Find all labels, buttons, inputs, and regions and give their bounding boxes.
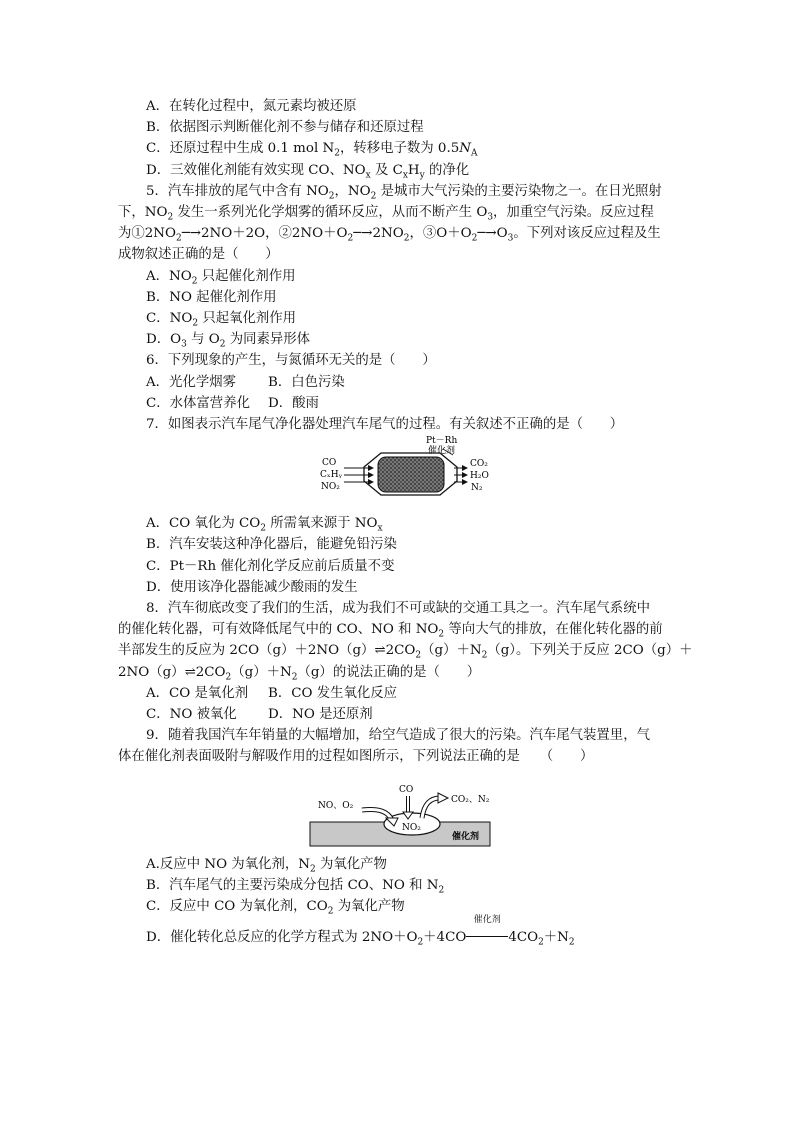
q9-stem-line-1: 9．随着我国汽车年销量的大幅增加，给空气造成了很大的污染。汽车尾气装置里，气 [146,728,650,744]
q7-option-a: A．CO 氧化为 $CO_2$ 所需氧来源于 $NO_x$ [146,516,383,534]
purifier-diagram [118,435,684,513]
q5-option-c: C．$NO_2$ 只起氧化剂作用 [146,311,297,329]
q6-option-c: C．水体富营养化 [146,395,250,411]
q7-figure-purifier [118,435,684,513]
catalyst-core [378,457,444,492]
q5-option-a: A．$NO_2$ 只起催化剂作用 [146,268,296,287]
q8-options-cd [118,704,684,725]
catalyst-label-2: 催化剂 [428,446,456,457]
q4-option-d: D．三效催化剂能有效实现 CO、$NO_x$ 及 $C_xH_y$ 的净化 [146,162,470,181]
output-co2-n2: CO₂、N₂ [451,794,490,805]
q8-option-a: A．CO 是氧化剂 [146,685,249,701]
q5-stem-line-3: 为$①2NO_2─\to 2NO+2O$，$②2NO+O_2─\to 2NO_2$，$③O+O_2─\to O_3$。下列对该反应过程及生 [118,226,661,244]
q6-option-b: B．白色污染 [268,374,345,390]
input-cxhy: CₓHᵧ [320,470,342,481]
q7-option-c: C．Pt－Rh 催化剂化学反应前后质量不变 [146,558,395,574]
q7-option-d: D．使用该净化器能减少酸雨的发生 [146,579,358,595]
q5-stem-line-4: 成物叙述正确的是（ ） [118,247,279,263]
q8-stem-line-1: 8．汽车彻底改变了我们的生活，成为我们不可或缺的交通工具之一。汽车尾气系统中 [146,601,650,617]
q9-option-d: D．催化转化总反应的化学方程式为 $2NO+O_2+4CO$ 催化剂 $4CO_2+N_2$ [146,915,575,948]
reaction-condition-arrow [466,915,508,948]
q9-option-c: C．反应中 CO 为氧化剂，$CO_2$ 为氧化产物 [146,899,405,917]
output-co2: CO₂ [470,459,488,470]
q4-option-a: A．在转化过程中，氮元素均被还原 [146,99,357,114]
q8-stem-line-3: 半部发生的反应为 $2CO(g)+2NO(g)\rightleftharpoons 2CO_2(g)+N_2(g)$。下列关于反应 2CO（g）＋ [118,643,693,662]
q5-option-d: D．$O_3$ 与 $O_2$ 为同素异形体 [146,332,311,350]
intermediate-no2: NO₂ [402,822,421,833]
q8-stem-line-2: 的催化转化器，可有效降低尾气中的 CO、NO 和 $NO_2$ 等向大气的排放，在催化转化器的前 [118,622,663,640]
q5-option-b: B．NO 起催化剂作用 [146,289,277,305]
q9-option-a: A.反应中 NO 为氧化剂，$N_2$ 为氧化产物 [146,856,387,875]
q9-option-b: B．汽车尾气的主要污染成分包括 CO、NO 和 $N_2$ [146,877,445,896]
input-co: CO [399,784,414,795]
question-page [118,96,693,949]
q4-option-c: C．还原过程中生成 0.1 mol $N_2$，转移电子数为 $0.5N_A$ [146,141,478,160]
q8-option-c: C．NO 被氧化 [146,707,237,723]
input-no-o2: NO、O₂ [318,800,354,811]
q8-option-b: B．CO 发生氧化反应 [268,685,398,701]
input-no2: NO₂ [321,482,340,493]
input-co: CO [322,458,337,469]
adsorption-diagram [118,768,684,854]
q6-option-a: A．光化学烟雾 [146,374,237,390]
q7-option-b: B．汽车安装这种净化器后，能避免铅污染 [146,537,397,553]
output-h2o: H₂O [470,471,489,482]
q9-stem-line-2: 体在催化剂表面吸附与解吸作用的过程如图所示，下列说法正确的是 （ ） [118,749,594,765]
q8-stem-line-4: $2NO(g)\rightleftharpoons 2CO_2(g)+N_2(g)$的说法正确的是（ ） [118,664,481,683]
q5-stem-line-2: 下，$NO_2$ 发生一系列光化学烟雾的循环反应，从而不断产生 $O_3$，加重空气污染。反应过程 [118,205,654,223]
q8-options-ab [118,683,684,704]
q6-option-d: D．酸雨 [268,395,319,411]
q6-options-ab [118,372,684,393]
q5-stem-line-1: 5．汽车排放的尾气中含有 $NO_2$，$NO_2$ 是城市大气污染的主要污染物之一。在日光照射 [146,183,662,202]
q7-stem: 7．如图表示汽车尾气净化器处理汽车尾气的过程。有关叙述不正确的是（ ） [146,417,624,433]
catalyst-label-1: Pt－Rh [426,436,458,447]
q9-figure-adsorption [118,768,684,854]
output-n2: N₂ [471,483,483,494]
q4-option-b: B．依据图示判断催化剂不参与储存和还原过程 [146,120,424,136]
q6-stem: 6．下列现象的产生，与氮循环无关的是（ ） [146,353,436,369]
catalyst-label: 催化剂 [452,831,480,842]
q6-options-cd [118,393,684,414]
catalyst-condition: 催化剂 [473,915,501,926]
q8-option-d: D．NO 是还原剂 [268,707,373,723]
